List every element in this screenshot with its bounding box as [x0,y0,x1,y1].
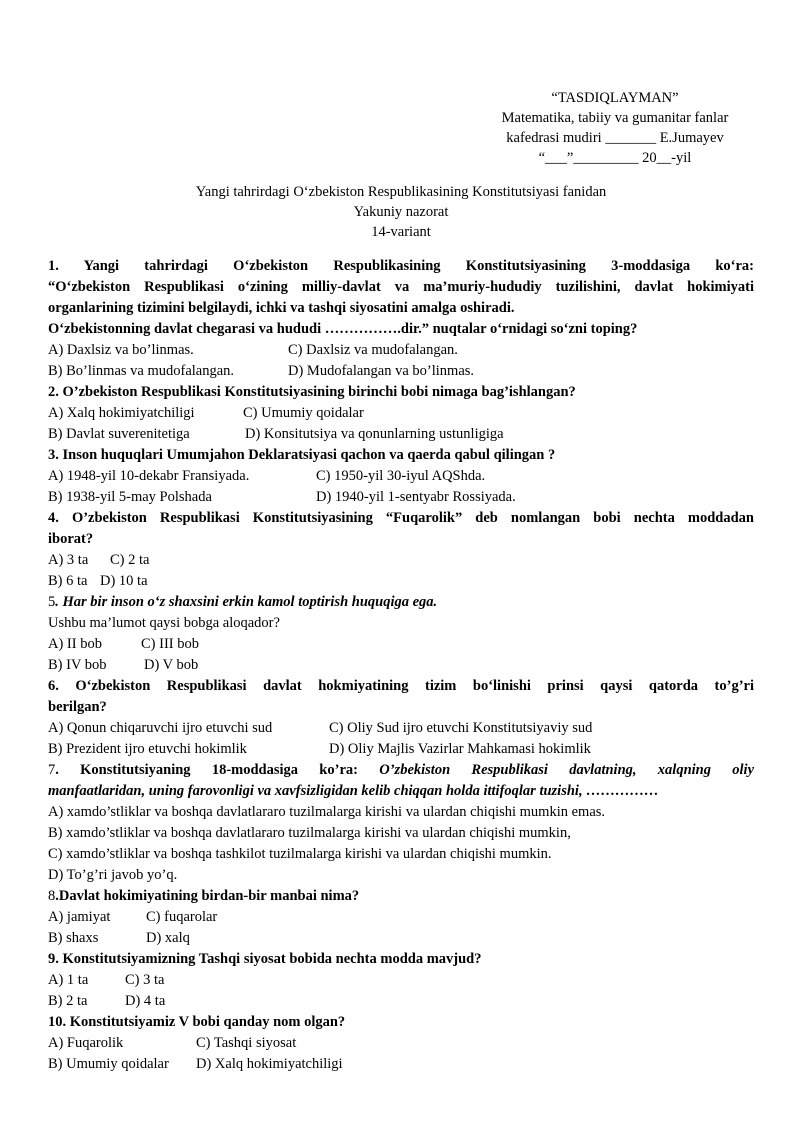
q3-options-row-2 [48,487,754,508]
q9-option-d: D) 4 ta [125,993,166,1009]
q4-options-row-1 [48,550,754,571]
q2-option-b: B) Davlat suverenitetiga [48,426,190,442]
q3-option-d: D) 1940-yil 1-sentyabr Rossiyada. [316,489,516,505]
approval-title: “TASDIQLAYMAN” [551,90,679,106]
q10-option-d: D) Xalq hokimiyatchiligi [196,1056,343,1072]
q3-options-row-1 [48,466,754,487]
question-4-line-1: 4. O’zbekiston Respublikasi Konstitutsiyasining “Fuqarolik” deb nomlangan bobi nechta moddadan [48,510,754,526]
approval-block [480,88,750,168]
q5-option-c: C) III bob [141,636,199,652]
subject-title: Yangi tahrirdagi O‘zbekiston Respublikasining Konstitutsiyasi fanidan [195,184,607,200]
approval-dept: Matematika, tabiiy va gumanitar fanlar [501,110,729,126]
q6-option-a: A) Qonun chiqaruvchi ijro etuvchi sud [48,720,273,736]
question-1-line-3: organlarining tizimini belgilaydi, ichki va tashqi siyosatini amalga oshiradi. [48,300,515,316]
approval-date: “___”_________ 20__-yil [538,150,692,166]
q1-option-b: B) Bo’linmas va mudofalangan. [48,363,235,379]
q8-options-row-2 [48,928,754,949]
question-7-line-2: manfaatlaridan, uning farovonligi va xavfsizligidan kelib chiqqan holda ittifoqlar tuzishi, …………… [48,783,659,799]
q4-option-d: D) 10 ta [100,573,148,589]
q10-options-row-1 [48,1033,754,1054]
q2-options-row-1 [48,403,754,424]
approval-head: kafedrasi mudiri _______ E.Jumayev [506,130,724,146]
question-5-text: . Har bir inson o‘z shaxsini erkin kamol toptirish huquqiga ega. [55,594,438,610]
question-3: 3. Inson huquqlari Umumjahon Deklaratsiyasi qachon va qaerda qabul qilingan ? [48,447,556,463]
question-9: 9. Konstitutsiyamizning Tashqi siyosat bobida nechta modda mavjud? [48,951,482,967]
question-1-line-1: 1. Yangi tahrirdagi O‘zbekiston Respublikasining Konstitutsiyasining 3-moddasiga ko‘ra: [48,258,754,274]
q5-option-a: A) II bob [48,636,102,652]
q10-options-row-2 [48,1054,754,1075]
q9-options-row-2 [48,991,754,1012]
q9-option-c: C) 3 ta [125,972,165,988]
question-7-line-1 [48,760,754,781]
q1-options-row-2 [48,361,754,382]
q6-options-row-2 [48,739,754,760]
q3-option-a: A) 1948-yil 10-dekabr Fransiyada. [48,468,250,484]
q7-option-c: C) xamdo’stliklar va boshqa tashkilot tuzilmalarga kirishi va ulardan chiqishi mumkin. [48,846,552,862]
question-6-line-2: berilgan? [48,699,107,715]
q1-options-row-1 [48,340,754,361]
q3-option-c: C) 1950-yil 30-iyul AQShda. [316,468,486,484]
exam-type: Yakuniy nazorat [353,204,449,220]
question-5-number: 5 [48,594,56,610]
q7-option-b: B) xamdo’stliklar va boshqa davlatlararo tuzilmalarga kirishi va ulardan chiqishi mumkin, [48,825,571,841]
question-7-number: 7 [48,762,56,778]
q5-option-b: B) IV bob [48,657,107,673]
q8-option-d: D) xalq [146,930,190,946]
question-8 [48,886,754,907]
question-2: 2. O’zbekiston Respublikasi Konstitutsiyasining birinchi bobi nimaga bag’ishlangan? [48,384,576,400]
question-8-number: 8 [48,888,56,904]
question-6-line-1: 6. O‘zbekiston Respublikasi davlat hokmiyatining tizim bo‘linishi prinsi qaysi qatorda to’g’ri [48,678,754,694]
q8-option-c: C) fuqarolar [146,909,218,925]
q8-option-a: A) jamiyat [48,909,111,925]
q7-option-d: D) To’g’ri javob yo’q. [48,867,178,883]
question-1-line-2: “O‘zbekiston Respublikasi o‘zining milliy-davlat va ma’muriy-hududiy tuzilishini, davlat hokimiyati [48,279,754,295]
question-7-lead: . Konstitutsiyaning 18-moddasiga ko’ra: [55,762,358,778]
q6-option-b: B) Prezident ijro etuvchi hokimlik [48,741,247,757]
q5-option-d: D) V bob [144,657,199,673]
q9-option-b: B) 2 ta [48,993,88,1009]
q4-option-c: C) 2 ta [110,552,150,568]
q7-option-a: A) xamdo’stliklar va boshqa davlatlararo tuzilmalarga kirishi va ulardan chiqishi mumkin emas. [48,804,606,820]
q4-option-b: B) 6 ta [48,573,88,589]
q10-option-b: B) Umumiy qoidalar [48,1056,169,1072]
variant-label: 14-variant [371,224,431,240]
questions [48,256,754,1075]
q8-options-row-1 [48,907,754,928]
q8-option-b: B) shaxs [48,930,99,946]
q2-option-a: A) Xalq hokimiyatchiligi [48,405,195,421]
q9-options-row-1 [48,970,754,991]
q2-options-row-2 [48,424,754,445]
q5-options-row-1 [48,634,754,655]
q9-option-a: A) 1 ta [48,972,89,988]
question-5-sub: Ushbu ma’lumot qaysi bobga aloqador? [48,615,280,631]
question-10: 10. Konstitutsiyamiz V bobi qanday nom olgan? [48,1014,346,1030]
question-7-quote-1: O’zbekiston Respublikasi davlatning, xalqning oliy [379,762,754,778]
q4-options-row-2 [48,571,754,592]
question-8-text: .Davlat hokimiyatining birdan-bir manbai nima? [55,888,360,904]
q3-option-b: B) 1938-yil 5-may Polshada [48,489,212,505]
q1-option-c: C) Daxlsiz va mudofalangan. [288,342,458,358]
q2-option-d: D) Konsitutsiya va qonunlarning ustunligiga [245,426,504,442]
q6-option-c: C) Oliy Sud ijro etuvchi Konstitutsiyaviy sud [329,720,593,736]
q1-option-d: D) Mudofalangan va bo’linmas. [288,363,475,379]
q1-option-a: A) Daxlsiz va bo’linmas. [48,342,194,358]
question-4-line-2: iborat? [48,531,94,547]
q6-options-row-1 [48,718,754,739]
document-title [48,182,754,242]
q10-option-a: A) Fuqarolik [48,1035,124,1051]
question-1-line-4: O‘zbekistonning davlat chegarasi va hududi …………….dir.” nuqtalar o‘rnidagi so‘zni toping? [48,321,638,337]
q10-option-c: C) Tashqi siyosat [196,1035,297,1051]
q6-option-d: D) Oliy Majlis Vazirlar Mahkamasi hokimlik [329,741,591,757]
q2-option-c: C) Umumiy qoidalar [243,405,364,421]
q5-options-row-2 [48,655,754,676]
q4-option-a: A) 3 ta [48,552,89,568]
question-5 [48,592,754,613]
